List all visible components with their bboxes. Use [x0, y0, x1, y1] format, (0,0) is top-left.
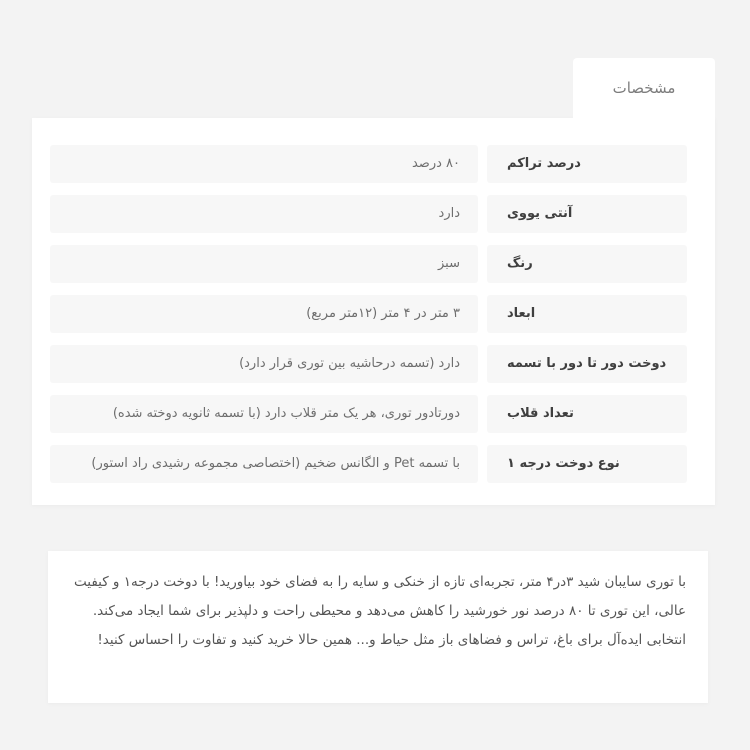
spec-row	[50, 245, 687, 283]
product-description-text: با توری سایبان شید ۳در۴ متر، تجربه‌ای تازه از خنکی و سایه را به فضای خود بیاورید! با دوخت درجه۱ و کیفیت عالی، این توری تا ۸۰ درصد نور خورشید را کاهش می‌دهد و محیطی راحت و دلپذیر برای شما ایجاد می‌کند. انتخابی ایده‌آل برای باغ، تراس و فضاهای باز مثل حیاط و... همین حالا خرید کنید و تفاوت را احساس کنید!	[73, 574, 686, 648]
spec-label: آنتی یووی	[487, 195, 687, 233]
spec-value: ۳ متر در ۴ متر (۱۲متر مربع)	[50, 295, 478, 333]
spec-label: ابعاد	[487, 295, 687, 333]
spec-value: با تسمه Pet و الگانس ضخیم (اختصاصی مجموعه رشیدی راد استور)	[50, 445, 478, 483]
spec-label: درصد تراکم	[487, 145, 687, 183]
spec-row	[50, 395, 687, 433]
specifications-table	[50, 145, 687, 483]
spec-value: ۸۰ درصد	[50, 145, 478, 183]
spec-row	[50, 445, 687, 483]
spec-row	[50, 145, 687, 183]
spec-label: رنگ	[487, 245, 687, 283]
tab-specifications-label: مشخصات	[612, 79, 676, 97]
spec-row	[50, 295, 687, 333]
spec-label: تعداد قلاب	[487, 395, 687, 433]
spec-value: دورتادور توری، هر یک متر قلاب دارد (با تسمه ثانویه دوخته شده)	[50, 395, 478, 433]
spec-value: دارد	[50, 195, 478, 233]
spec-row	[50, 345, 687, 383]
tab-specifications[interactable]	[573, 58, 715, 118]
spec-label: نوع دوخت درجه ۱	[487, 445, 687, 483]
spec-value: سبز	[50, 245, 478, 283]
spec-value: دارد (تسمه درحاشیه بین توری قرار دارد)	[50, 345, 478, 383]
product-description-panel	[48, 551, 708, 703]
spec-row	[50, 195, 687, 233]
specifications-panel	[32, 118, 715, 505]
spec-label: دوخت دور تا دور با تسمه	[487, 345, 687, 383]
